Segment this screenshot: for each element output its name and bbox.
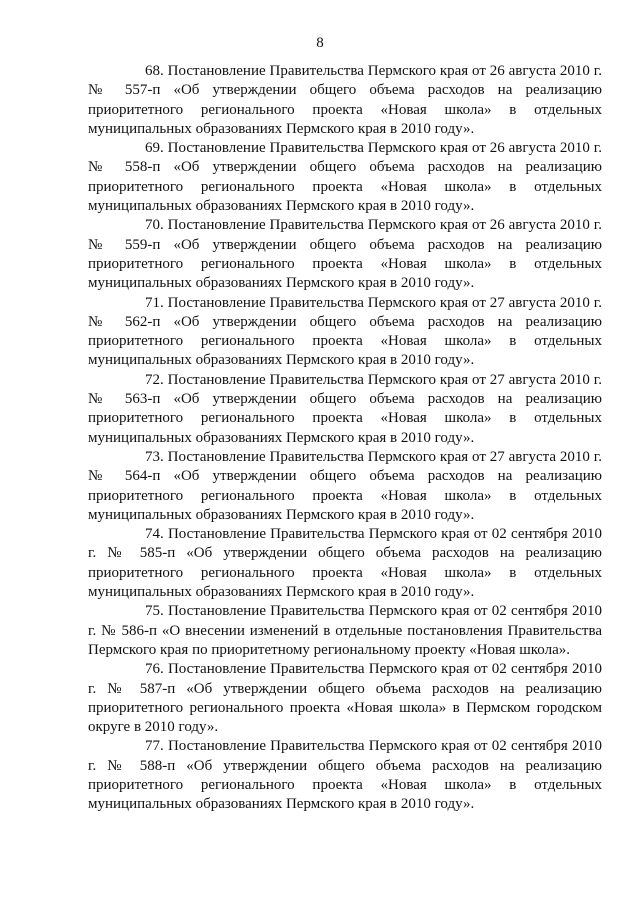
list-item-68: 68. Постановление Правительства Пермского края от 26 августа 2010 г. № 557-п «Об утверждении общего объема расходов на реализацию приоритетного регионального проекта «Новая школа» в отдельных муниципальных образованиях Пермского края в 2010 году».: [88, 63, 602, 137]
list-item-70: 70. Постановление Правительства Пермского края от 26 августа 2010 г. № 559-п «Об утверждении общего объема расходов на реализацию приоритетного регионального проекта «Новая школа» в отдельных муниципальных образованиях Пермского края в 2010 году».: [88, 217, 602, 292]
document-body: [88, 62, 602, 815]
list-item-69: 69. Постановление Правительства Пермского края от 26 августа 2010 г. № 558-п «Об утверждении общего объема расходов на реализацию приоритетного регионального проекта «Новая школа» в отдельных муниципальных образованиях Пермского края в 2010 году».: [88, 140, 602, 215]
list-item-76: 76. Постановление Правительства Пермского края от 02 сентября 2010 г. № 587-п «Об утверждении общего объема расходов на реализацию приоритетного регионального проекта «Новая школа» в Пермском городском округе в 2010 году».: [88, 661, 602, 736]
list-item-77: 77. Постановление Правительства Пермского края от 02 сентября 2010 г. № 588-п «Об утверждении общего объема расходов на реализацию приоритетного регионального проекта «Новая школа» в отдельных муниципальных образованиях Пермского края в 2010 году».: [88, 738, 602, 813]
list-item-72: 72. Постановление Правительства Пермского края от 27 августа 2010 г. № 563-п «Об утверждении общего объема расходов на реализацию приоритетного регионального проекта «Новая школа» в отдельных муниципальных образованиях Пермского края в 2010 году».: [88, 371, 602, 446]
list-item-74: 74. Постановление Правительства Пермского края от 02 сентября 2010 г. № 585-п «Об утверждении общего объема расходов на реализацию приоритетного регионального проекта «Новая школа» в отдельных муниципальных образованиях Пермского края в 2010 году».: [88, 526, 602, 601]
page-number: 8: [316, 35, 324, 51]
list-item-73: 73. Постановление Правительства Пермского края от 27 августа 2010 г. № 564-п «Об утверждении общего объема расходов на реализацию приоритетного регионального проекта «Новая школа» в отдельных муниципальных образованиях Пермского края в 2010 году».: [88, 448, 602, 523]
list-item-75: 75. Постановление Правительства Пермского края от 02 сентября 2010 г. № 586-п «О внесении изменений в отдельные постановления Правительства Пермского края по приоритетному региональному проекту «Новая школа».: [88, 603, 602, 658]
list-item-71: 71. Постановление Правительства Пермского края от 27 августа 2010 г. № 562-п «Об утверждении общего объема расходов на реализацию приоритетного регионального проекта «Новая школа» в отдельных муниципальных образованиях Пермского края в 2010 году».: [88, 294, 602, 369]
